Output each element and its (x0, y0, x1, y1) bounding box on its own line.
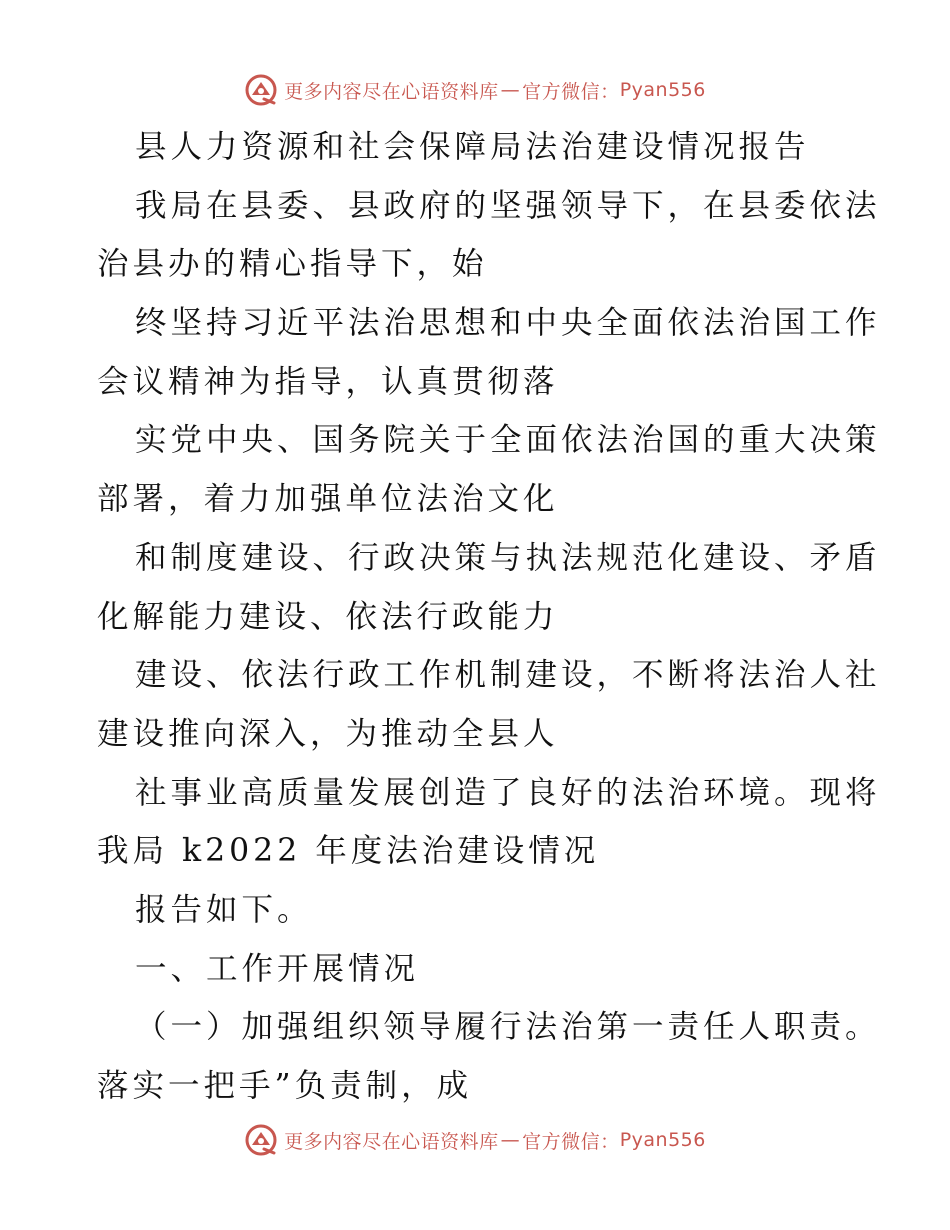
document-line: 治县办的精心指导下，始 (97, 246, 488, 283)
brand-logo-icon (244, 73, 278, 107)
footer-watermark-banner (0, 1120, 950, 1160)
banner-wechat-id: Pyan556 (619, 1129, 706, 1151)
document-line: 实党中央、国务院关于全面依法治国的重大决策 (135, 422, 881, 459)
header-watermark-banner (0, 70, 950, 110)
document-line: 会议精神为指导，认真贯彻落 (97, 363, 559, 400)
document-line: 化解能力建设、依法行政能力 (97, 598, 559, 635)
document-line: 社事业高质量发展创造了良好的法治环境。现将 (135, 774, 881, 811)
document-line: 建设推向深入，为推动全县人 (97, 715, 559, 752)
banner-wechat-label: 官方微信： (522, 80, 620, 103)
document-line: 报告如下。 (135, 891, 313, 928)
document-line: 一、工作开展情况 (135, 950, 420, 987)
banner-wechat-label: 官方微信： (522, 1130, 620, 1153)
document-line: 和制度建设、行政决策与执法规范化建设、矛盾 (135, 539, 881, 576)
document-line: 建设、依法行政工作机制建设，不断将法治人社 (135, 657, 881, 694)
document-line: 县人力资源和社会保障局法治建设情况报告 (135, 129, 810, 165)
banner-wechat-id: Pyan556 (619, 79, 706, 101)
document-line: 部署，着力加强单位法治文化 (97, 481, 559, 518)
brand-logo-icon (244, 1123, 278, 1157)
banner-separator: — (500, 79, 521, 101)
banner-separator: — (500, 1129, 521, 1151)
document-line: 我局 k2022 年度法治建设情况 (97, 833, 600, 870)
document-body (97, 118, 881, 1116)
banner-main-text: 更多内容尽在心语资料库 (284, 1130, 499, 1153)
document-line: 我局在县委、县政府的坚强领导下，在县委依法 (135, 187, 881, 224)
document-line: 落实一把手”负责制，成 (97, 1068, 473, 1104)
document-line: 终坚持习近平法治思想和中央全面依法治国工作 (135, 305, 881, 342)
banner-main-text: 更多内容尽在心语资料库 (284, 80, 499, 103)
document-line: （一）加强组织领导履行法治第一责任人职责。 (135, 1009, 881, 1046)
